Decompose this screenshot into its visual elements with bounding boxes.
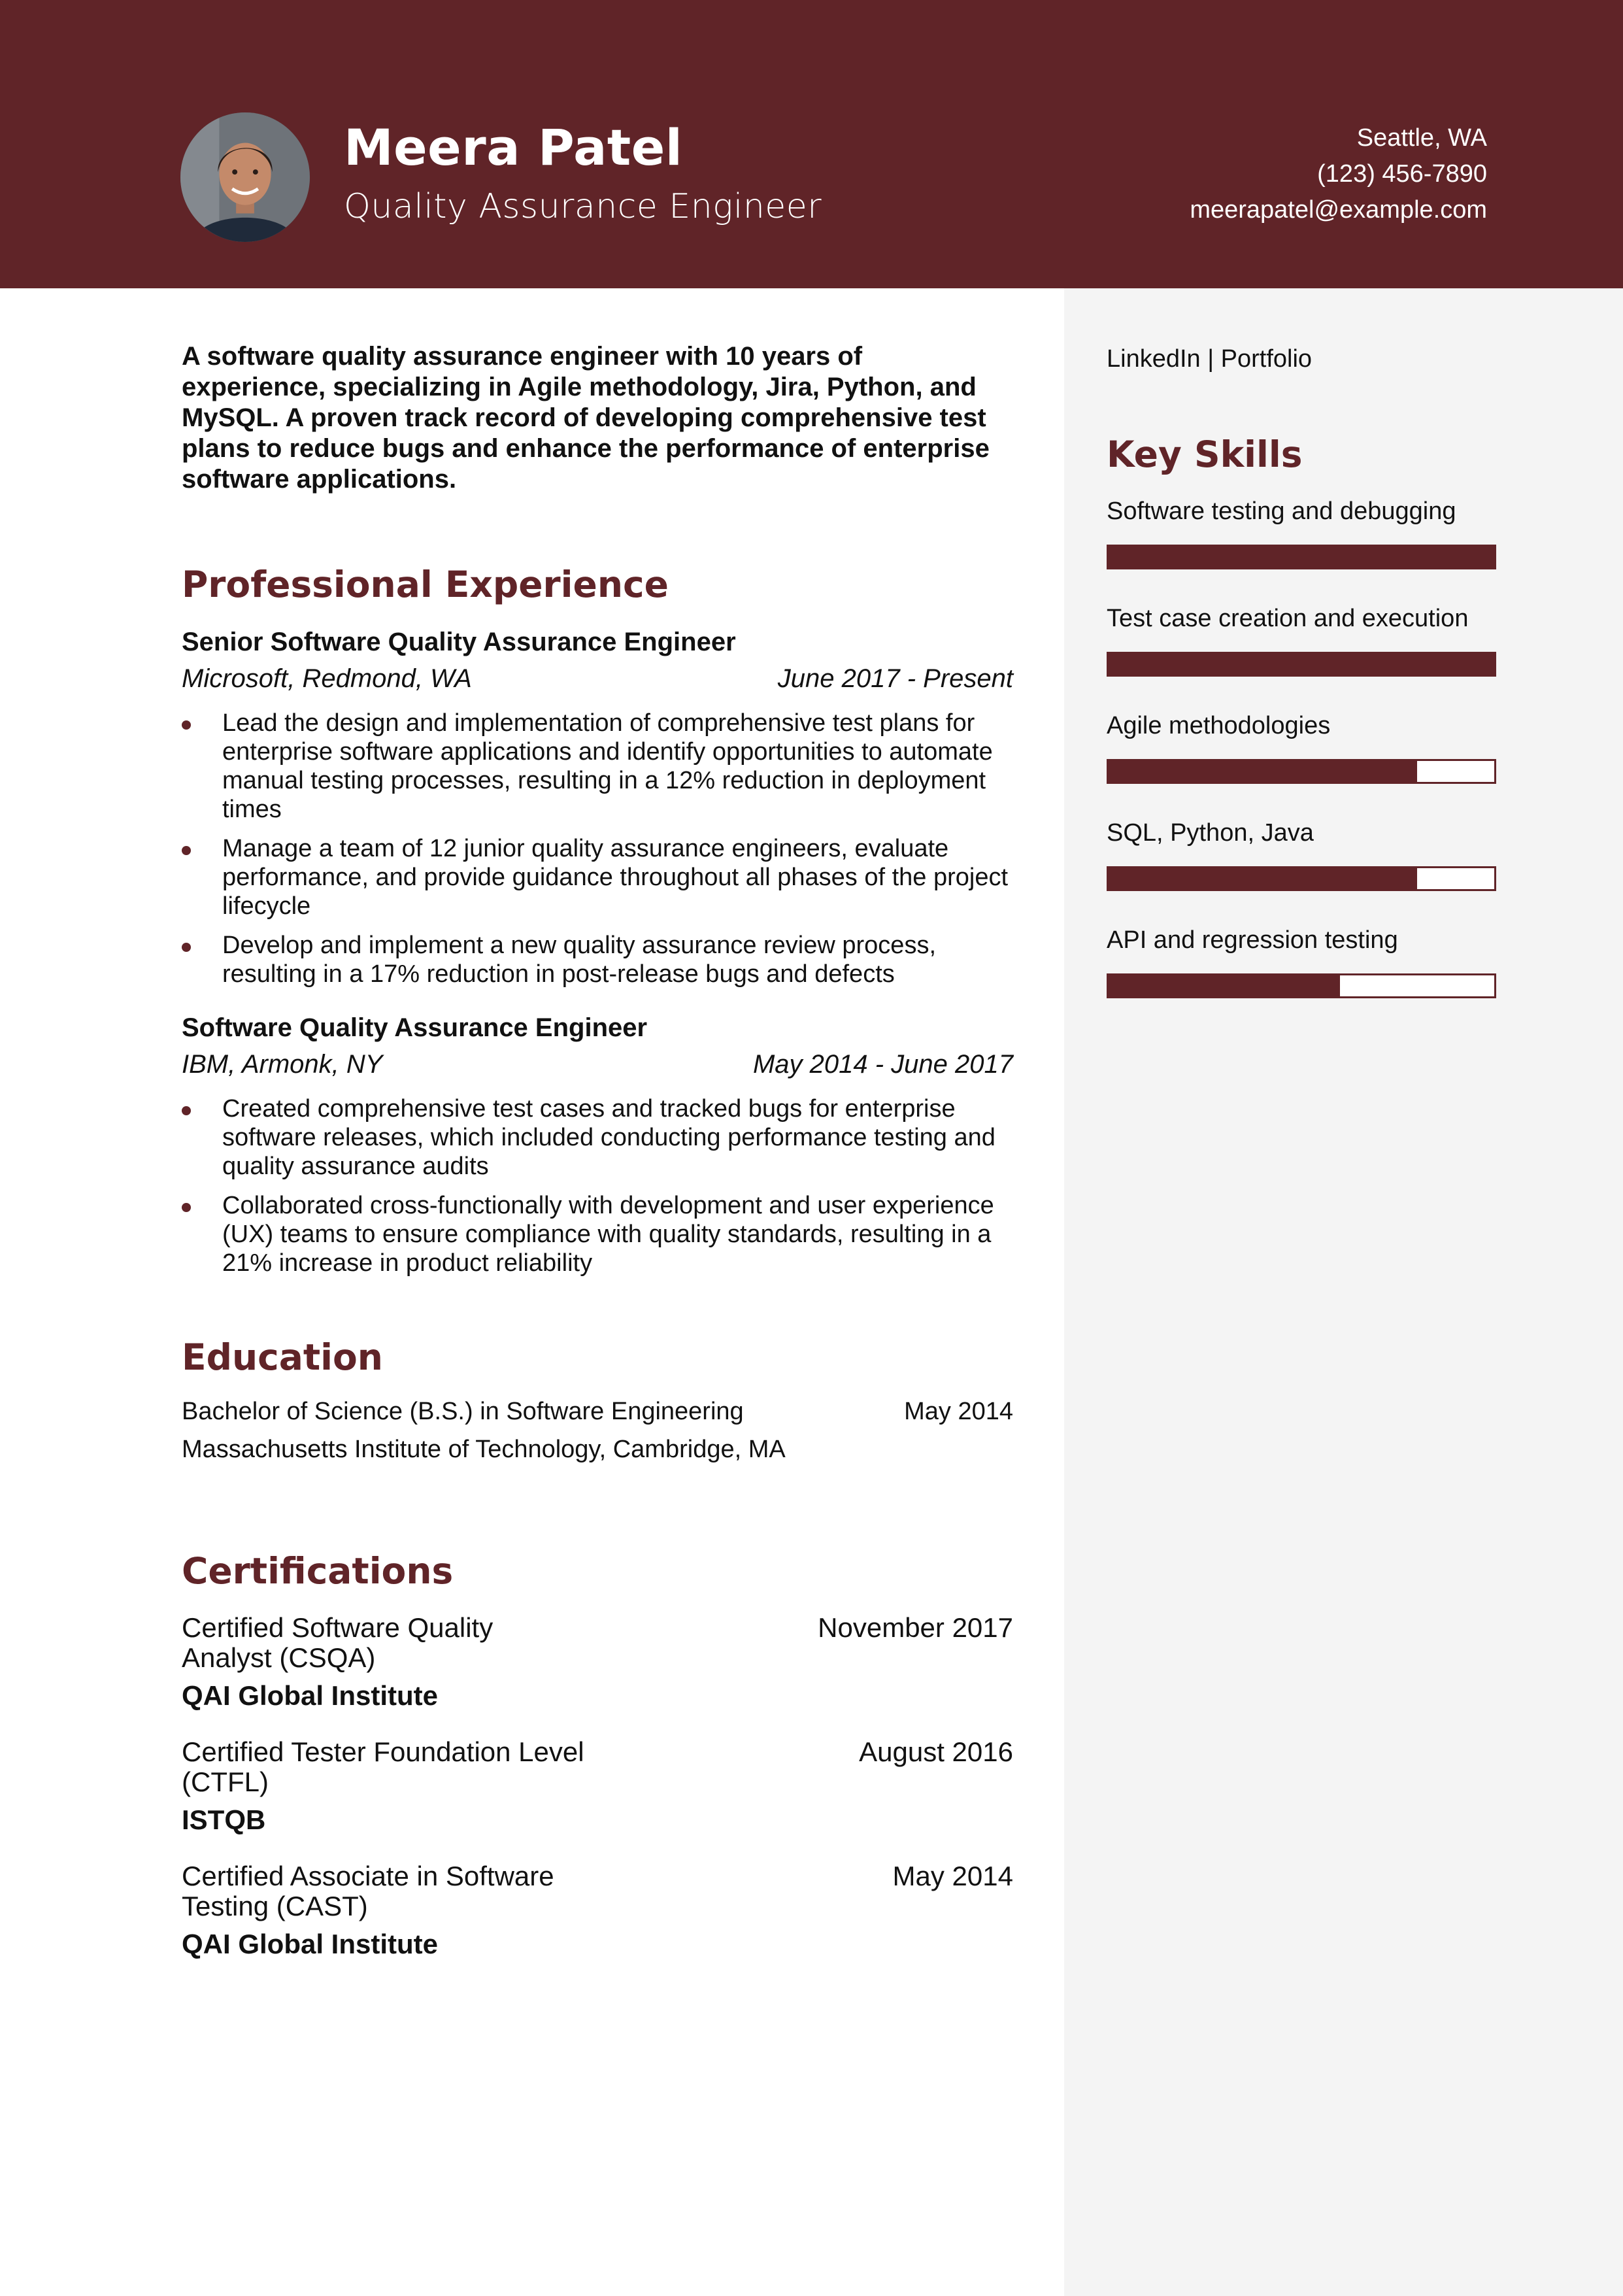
skill-bar-fill <box>1109 547 1494 567</box>
header-band <box>0 0 1623 288</box>
skill-label: Test case creation and execution <box>1107 605 1469 632</box>
summary-text: A software quality assurance engineer with 10 years of experience, specializing in Agile methodology, Jira, Python, and MySQL. A proven track record of developing comprehensive test plans to reduce bugs and enhance the performance of enterprise software applications. <box>182 342 990 494</box>
bullet-dot-icon <box>182 1203 191 1212</box>
bullet-dot-icon <box>182 846 191 855</box>
certification-entry <box>182 1737 1013 1834</box>
certification-org: QAI Global Institute <box>182 1929 439 1959</box>
skill-label: Software testing and debugging <box>1107 498 1456 525</box>
education-row <box>182 1399 1013 1424</box>
skills-list <box>1107 499 1499 998</box>
experience-heading: Professional Experience <box>182 564 669 605</box>
sidebar-content <box>1107 346 1499 998</box>
skill-bar <box>1107 973 1496 998</box>
education-heading: Education <box>182 1336 383 1378</box>
skill-bar <box>1107 545 1496 569</box>
list-item: Lead the design and implementation of comprehensive test plans for enterprise software applications and identify opportunities to automate manual testing processes, resulting in a 12% reduction in deployment times <box>182 709 1013 824</box>
skill-item <box>1107 713 1499 784</box>
contact-email[interactable]: meerapatel@example.com <box>1190 196 1487 224</box>
job-dates: May 2014 - June 2017 <box>752 1050 1013 1079</box>
education-degree: Bachelor of Science (B.S.) in Software Engineering <box>182 1398 744 1425</box>
job-bullets <box>182 1094 1013 1277</box>
bullet-dot-icon <box>182 943 191 952</box>
skill-bar <box>1107 652 1496 677</box>
skill-label: API and regression testing <box>1107 926 1398 954</box>
certification-name: Certified Software Quality Analyst (CSQA) <box>182 1612 494 1673</box>
contact-info <box>1190 120 1487 228</box>
job-entry <box>182 1015 1013 1277</box>
certifications-heading: Certifications <box>182 1550 454 1592</box>
list-item: Collaborated cross-functionally with development and user experience (UX) teams to ensure compliance with quality standards, resulting in a 21% increase in product reliability <box>182 1191 1013 1277</box>
skill-item <box>1107 499 1499 569</box>
bullet-dot-icon <box>182 1106 191 1115</box>
certification-entry <box>182 1613 1013 1710</box>
skill-bar-fill <box>1109 868 1417 889</box>
main-column <box>182 341 1013 1958</box>
certification-date: November 2017 <box>818 1612 1013 1643</box>
certification-name: Certified Tester Foundation Level (CTFL) <box>182 1736 584 1797</box>
avatar <box>180 112 310 242</box>
list-item: Created comprehensive test cases and tracked bugs for enterprise software releases, which included conducting performance testing and quality assurance audits <box>182 1094 1013 1181</box>
list-item: Develop and implement a new quality assurance review process, resulting in a 17% reduction in post-release bugs and defects <box>182 931 1013 988</box>
skills-heading: Key Skills <box>1107 433 1303 475</box>
certification-org: ISTQB <box>182 1804 266 1835</box>
job-meta <box>182 1051 1013 1077</box>
contact-phone: (123) 456-7890 <box>1317 160 1487 188</box>
certification-date: August 2016 <box>859 1736 1013 1767</box>
skill-item <box>1107 820 1499 891</box>
skill-item <box>1107 928 1499 998</box>
job-dates: June 2017 - Present <box>777 664 1013 693</box>
education-entry <box>182 1399 1013 1462</box>
job-company: IBM, Armonk, NY <box>182 1050 383 1079</box>
job-title: Software Quality Assurance Engineer <box>182 1013 648 1042</box>
skill-label: Agile methodologies <box>1107 712 1331 739</box>
education-school: Massachusetts Institute of Technology, Cambridge, MA <box>182 1436 786 1463</box>
profile-links[interactable]: LinkedIn | Portfolio <box>1107 345 1313 373</box>
contact-location: Seattle, WA <box>1356 124 1487 152</box>
certification-date: May 2014 <box>892 1861 1013 1891</box>
skill-bar-fill <box>1109 975 1340 996</box>
bullet-dot-icon <box>182 720 191 730</box>
certification-org: QAI Global Institute <box>182 1680 439 1711</box>
profile-photo-icon <box>180 112 310 242</box>
certification-row <box>182 1613 1013 1673</box>
job-title: Senior Software Quality Assurance Engineer <box>182 628 736 656</box>
job-meta <box>182 666 1013 692</box>
certification-row <box>182 1861 1013 1921</box>
skill-bar <box>1107 866 1496 891</box>
education-date: May 2014 <box>904 1398 1013 1425</box>
candidate-name: Meera Patel <box>344 118 683 177</box>
certification-entry <box>182 1861 1013 1958</box>
skill-item <box>1107 606 1499 677</box>
skill-bar-fill <box>1109 654 1494 675</box>
certification-name: Certified Associate in Software Testing (CAST) <box>182 1861 554 1921</box>
list-item: Manage a team of 12 junior quality assurance engineers, evaluate performance, and provide guidance throughout all phases of the project lifecycle <box>182 834 1013 920</box>
skill-bar <box>1107 759 1496 784</box>
job-company: Microsoft, Redmond, WA <box>182 664 472 693</box>
skill-bar-fill <box>1109 761 1417 782</box>
certification-row <box>182 1737 1013 1797</box>
job-bullets <box>182 709 1013 988</box>
skill-label: SQL, Python, Java <box>1107 819 1314 847</box>
job-entry <box>182 629 1013 988</box>
candidate-title: Quality Assurance Engineer <box>344 187 822 226</box>
